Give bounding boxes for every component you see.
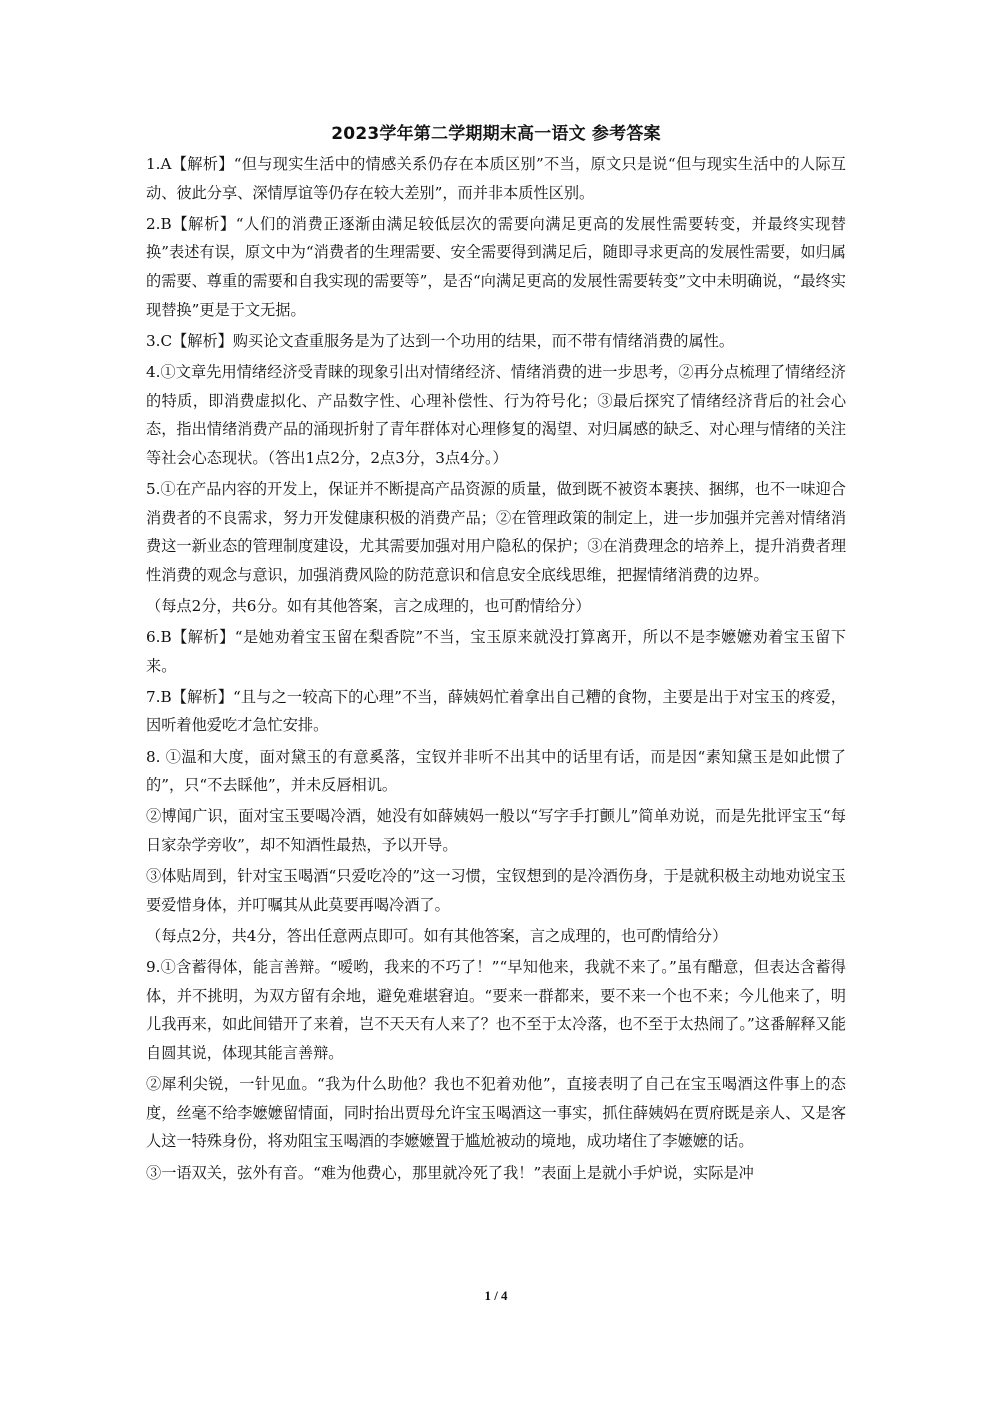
answer-paragraph: 2.B【解析】“人们的消费正逐渐由满足较低层次的需要向满足更高的发展性需要转变，并最终实现替换”表述有误，原文中为“消费者的生理需要、安全需要得到满足后，随即寻求更高的发展性需要，如归属的需要、尊重的需要和自我实现的需要等”，是否“向满足更高的发展性需要转变”文中未明确说，“最终实现替换”更是于文无据。 [146, 214, 846, 319]
answer-paragraph: 4.①文章先用情绪经济受青睐的现象引出对情绪经济、情绪消费的进一步思考，②再分点梳理了情绪经济的特质，即消费虚拟化、产品数字性、心理补偿性、行为符号化；③最后探究了情绪经济背后的社会心态，指出情绪消费产品的涌现折射了青年群体对心理修复的渴望、对归属感的缺乏、对心理与情绪的关注等社会心态现状。（答出1点2分，2点3分，3点4分。） [146, 362, 846, 467]
scoring-note: （每点2分，共6分。如有其他答案，言之成理的，也可酌情给分） [146, 596, 591, 615]
answer-paragraph: 8. ①温和大度，面对黛玉的有意奚落，宝钗并非听不出其中的话里有话，而是因“素知黛玉是如此惯了的”，只“不去睬他”，并未反唇相讥。 [146, 747, 846, 795]
answer-paragraph: 7.B【解析】“且与之一较高下的心理”不当，薛姨妈忙着拿出自己糟的食物，主要是出于对宝玉的疼爱，因听着他爱吃才急忙安排。 [146, 687, 846, 735]
answer-paragraph: ②博闻广识，面对宝玉要喝冷酒，她没有如薛姨妈一般以“写字手打颤儿”简单劝说，而是先批评宝玉“每日家杂学旁收”，却不知酒性最热，予以开导。 [146, 807, 846, 854]
page-number: 1 / 4 [484, 1288, 508, 1303]
answer-paragraph: ②犀利尖锐，一针见血。“我为什么助他？我也不犯着劝他”，直接表明了自己在宝玉喝酒这件事上的态度，丝毫不给李嬷嬷留情面，同时抬出贾母允许宝玉喝酒这一事实，抓住薛姨妈在贾府既是亲人、又是客人这一特殊身份，将劝阻宝玉喝酒的李嬷嬷置于尴尬被动的境地，成功堵住了李嬷嬷的话。 [146, 1075, 846, 1151]
document-title: 2023学年第二学期期末高一语文 参考答案 [331, 124, 661, 144]
answer-paragraph: ③一语双关，弦外有音。“难为他费心，那里就冷死了我！”表面上是就小手炉说，实际是冲 [146, 1163, 754, 1182]
answer-paragraph: 6.B【解析】“是她劝着宝玉留在梨香院”不当，宝玉原来就没打算离开，所以不是李嬷嬷劝着宝玉留下来。 [146, 628, 846, 675]
answer-paragraph: 1.A【解析】“但与现实生活中的情感关系仍存在本质区别”不当，原文只是说“但与现实生活中的人际互动、彼此分享、深情厚谊等仍存在较大差别”，而并非本质性区别。 [146, 155, 846, 202]
answer-paragraph: ③体贴周到，针对宝玉喝酒“只爱吃冷的”这一习惯，宝钗想到的是冷酒伤身，于是就积极主动地劝说宝玉要爱惜身体，并叮嘱其从此莫要再喝冷酒了。 [146, 867, 846, 914]
answer-paragraph: 9.①含蓄得体，能言善辩。“嗳哟，我来的不巧了！”“早知他来，我就不来了。”虽有醋意，但表达含蓄得体，并不挑明，为双方留有余地，避免难堪窘迫。“要来一群都来，要不来一个也不来；今儿他来了，明儿我再来，如此间错开了来着，岂不天天有人来了？也不至于太冷落，也不至于太热闹了。”这番解释又能自圆其说，体现其能言善辩。 [146, 958, 846, 1062]
scoring-note: （每点2分，共4分，答出任意两点即可。如有其他答案，言之成理的，也可酌情给分） [146, 926, 728, 945]
answer-paragraph: 3.C【解析】购买论文查重服务是为了达到一个功用的结果，而不带有情绪消费的属性。 [146, 331, 735, 350]
answer-sheet-page [146, 122, 846, 1190]
answer-paragraph: 5.①在产品内容的开发上，保证并不断提高产品资源的质量，做到既不被资本裹挟、捆绑，也不一味迎合消费者的不良需求，努力开发健康积极的消费产品；②在管理政策的制定上，进一步加强并完善对情绪消费这一新业态的管理制度建设，尤其需要加强对用户隐私的保护；③在消费理念的培养上，提升消费者理性消费的观念与意识，加强消费风险的防范意识和信息安全底线思维，把握情绪消费的边界。 [146, 479, 846, 584]
